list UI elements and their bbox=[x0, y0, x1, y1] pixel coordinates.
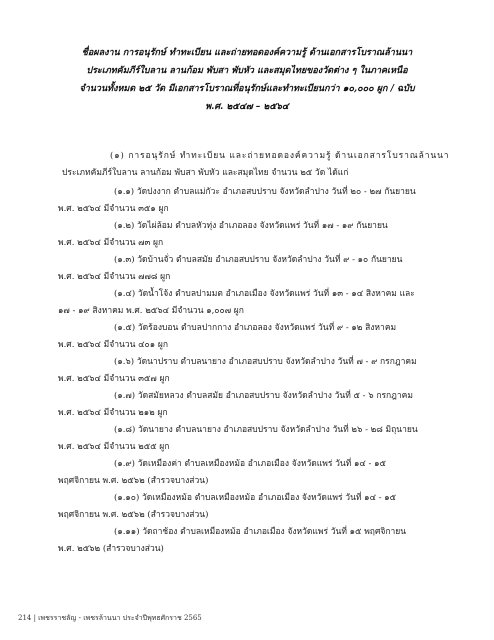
list-item bbox=[58, 354, 464, 388]
intro-paragraph bbox=[62, 148, 464, 182]
list-item-continuation-line: พ.ศ. ๒๕๖๔ มีจำนวน ๓๕๗ ผูก bbox=[58, 374, 170, 384]
list-item-first-line: (๑.๑) วัดปงงาก ตำบลแม่กัวะ อำเภอสบปราบ จังหวัดลำปาง วันที่ ๒๐ - ๒๗ กันยายน bbox=[114, 187, 416, 197]
paragraph-first-line: (๑) การอนุรักษ์ ทำทะเบียน และถ่ายทอดองค์ความรู้ ด้านเอกสารโบราณล้านนา bbox=[110, 151, 450, 161]
document-heading bbox=[30, 44, 464, 116]
list-item bbox=[58, 524, 464, 558]
list-item-continuation-line: พ.ศ. ๒๕๖๔ มีจำนวน ๗๗๘ ผูก bbox=[58, 272, 171, 282]
list-item-first-line: (๑.๘) วัดนายาง ตำบลนายาง อำเภอสบปราบ จังหวัดลำปาง วันที่ ๒๖ - ๒๘ มิถุนายน bbox=[114, 425, 418, 435]
list-item bbox=[58, 252, 464, 286]
list-item bbox=[58, 456, 464, 490]
heading-line: จำนวนทั้งหมด ๒๕ วัด มีเอกสารโบราณที่อนุรักษ์และทำทะเบียนกว่า ๑๐,๐๐๐ ผูก / ฉบับ bbox=[79, 84, 415, 94]
page-footer: 214 | เพชรราชลัญ - เพชรล้านนา ประจำปีพุทธศักราช 2565 bbox=[18, 614, 202, 622]
document-body bbox=[58, 148, 464, 558]
list-item-continuation-line: พ.ศ. ๒๕๖๔ มีจำนวน ๒๕๕ ผูก bbox=[58, 442, 170, 452]
list-item-continuation-line: พ.ศ. ๒๕๖๔ มีจำนวน ๓๕๑ ผูก bbox=[58, 204, 169, 214]
heading-line: ประเภทคัมภีร์ใบลาน ลานก้อม พับสา พับหัว และสมุดไทยของวัดต่าง ๆ ในภาคเหนือ bbox=[86, 66, 408, 76]
list-item-first-line: (๑.๗) วัดสมัยหลวง ตำบลสมัย อำเภอสบปราบ จังหวัดลำปาง วันที่ ๕ - ๖ กรกฎาคม bbox=[114, 391, 413, 401]
heading-line: ชื่อผลงาน การอนุรักษ์ ทำทะเบียน และถ่ายทอดองค์ความรู้ ด้านเอกสารโบราณล้านนา bbox=[81, 48, 413, 58]
list-item bbox=[58, 422, 464, 456]
list-item bbox=[58, 320, 464, 354]
list-item-first-line: (๑.๖) วัดนาปราบ ตำบลนายาง อำเภอสบปราบ จังหวัดลำปาง วันที่ ๗ - ๙ กรกฎาคม bbox=[114, 357, 417, 367]
paragraph-continuation-line: ประเภทคัมภีร์ใบลาน ลานก้อม พับสา พับหัว และสมุดไทย จำนวน ๒๕ วัด ได้แก่ bbox=[62, 168, 349, 178]
heading-line: พ.ศ. ๒๕๔๗ – ๒๕๖๔ bbox=[205, 102, 289, 112]
list-item-continuation-line: พฤศจิกายน พ.ศ. ๒๕๖๒ (สำรวจบางส่วน) bbox=[58, 510, 209, 520]
list-item-continuation-line: พ.ศ. ๒๕๖๔ มีจำนวน ๗๓ ผูก bbox=[58, 238, 164, 248]
list-item-continuation-line: พ.ศ. ๒๕๖๔ มีจำนวน ๒๑๒ ผูก bbox=[58, 408, 168, 418]
list-item-first-line: (๑.๙) วัดเหมืองค่า ตำบลเหมืองหม้อ อำเภอเมือง จังหวัดแพร่ วันที่ ๑๔ - ๑๕ bbox=[114, 459, 386, 469]
list-item-first-line: (๑.๒) วัดไผ่ล้อม ตำบลหัวทุ่ง อำเภอลอง จังหวัดแพร่ วันที่ ๑๗ - ๑๙ กันยายน bbox=[114, 221, 388, 231]
list-item bbox=[58, 218, 464, 252]
list-item-continuation-line: พฤศจิกายน พ.ศ. ๒๕๖๒ (สำรวจบางส่วน) bbox=[58, 476, 209, 486]
list-item-first-line: (๑.๑๐) วัดเหมืองหม้อ ตำบลเหมืองหม้อ อำเภอเมือง จังหวัดแพร่ วันที่ ๑๔ - ๑๕ bbox=[114, 493, 397, 503]
list-item-first-line: (๑.๓) วัดบ้านจั่ว ตำบลสมัย อำเภอสบปราบ จังหวัดลำปาง วันที่ ๙ - ๑๐ กันยายน bbox=[114, 255, 403, 265]
list-item-continuation-line: พ.ศ. ๒๕๖๒ (สำรวจบางส่วน) bbox=[58, 544, 164, 554]
list-item bbox=[58, 184, 464, 218]
list-item-first-line: (๑.๕) วัดร้องบอน ตำบลปากกาง อำเภอลอง จังหวัดแพร่ วันที่ ๙ - ๑๒ สิงหาคม bbox=[114, 323, 397, 333]
list-item bbox=[58, 490, 464, 524]
list-item-first-line: (๑.๑๑) วัดถาช้อง ตำบลเหมืองหม้อ อำเภอเมือง จังหวัดแพร่ วันที่ ๑๕ พฤศจิกายน bbox=[114, 527, 407, 537]
list-item bbox=[58, 286, 464, 320]
list-item-first-line: (๑.๔) วัดน้ำโจ้ง ตำบลปามมต อำเภอเมือง จังหวัดแพร่ วันที่ ๑๓ - ๑๔ สิงหาคม และ bbox=[114, 289, 415, 299]
list-item bbox=[58, 388, 464, 422]
list-item-continuation-line: ๑๗ - ๑๙ สิงหาคม พ.ศ. ๒๕๖๔ มีจำนวน ๑,๐๐๗ ผูก bbox=[58, 306, 244, 316]
list-item-continuation-line: พ.ศ. ๒๕๖๔ มีจำนวน ๔๐๑ ผูก bbox=[58, 340, 168, 350]
